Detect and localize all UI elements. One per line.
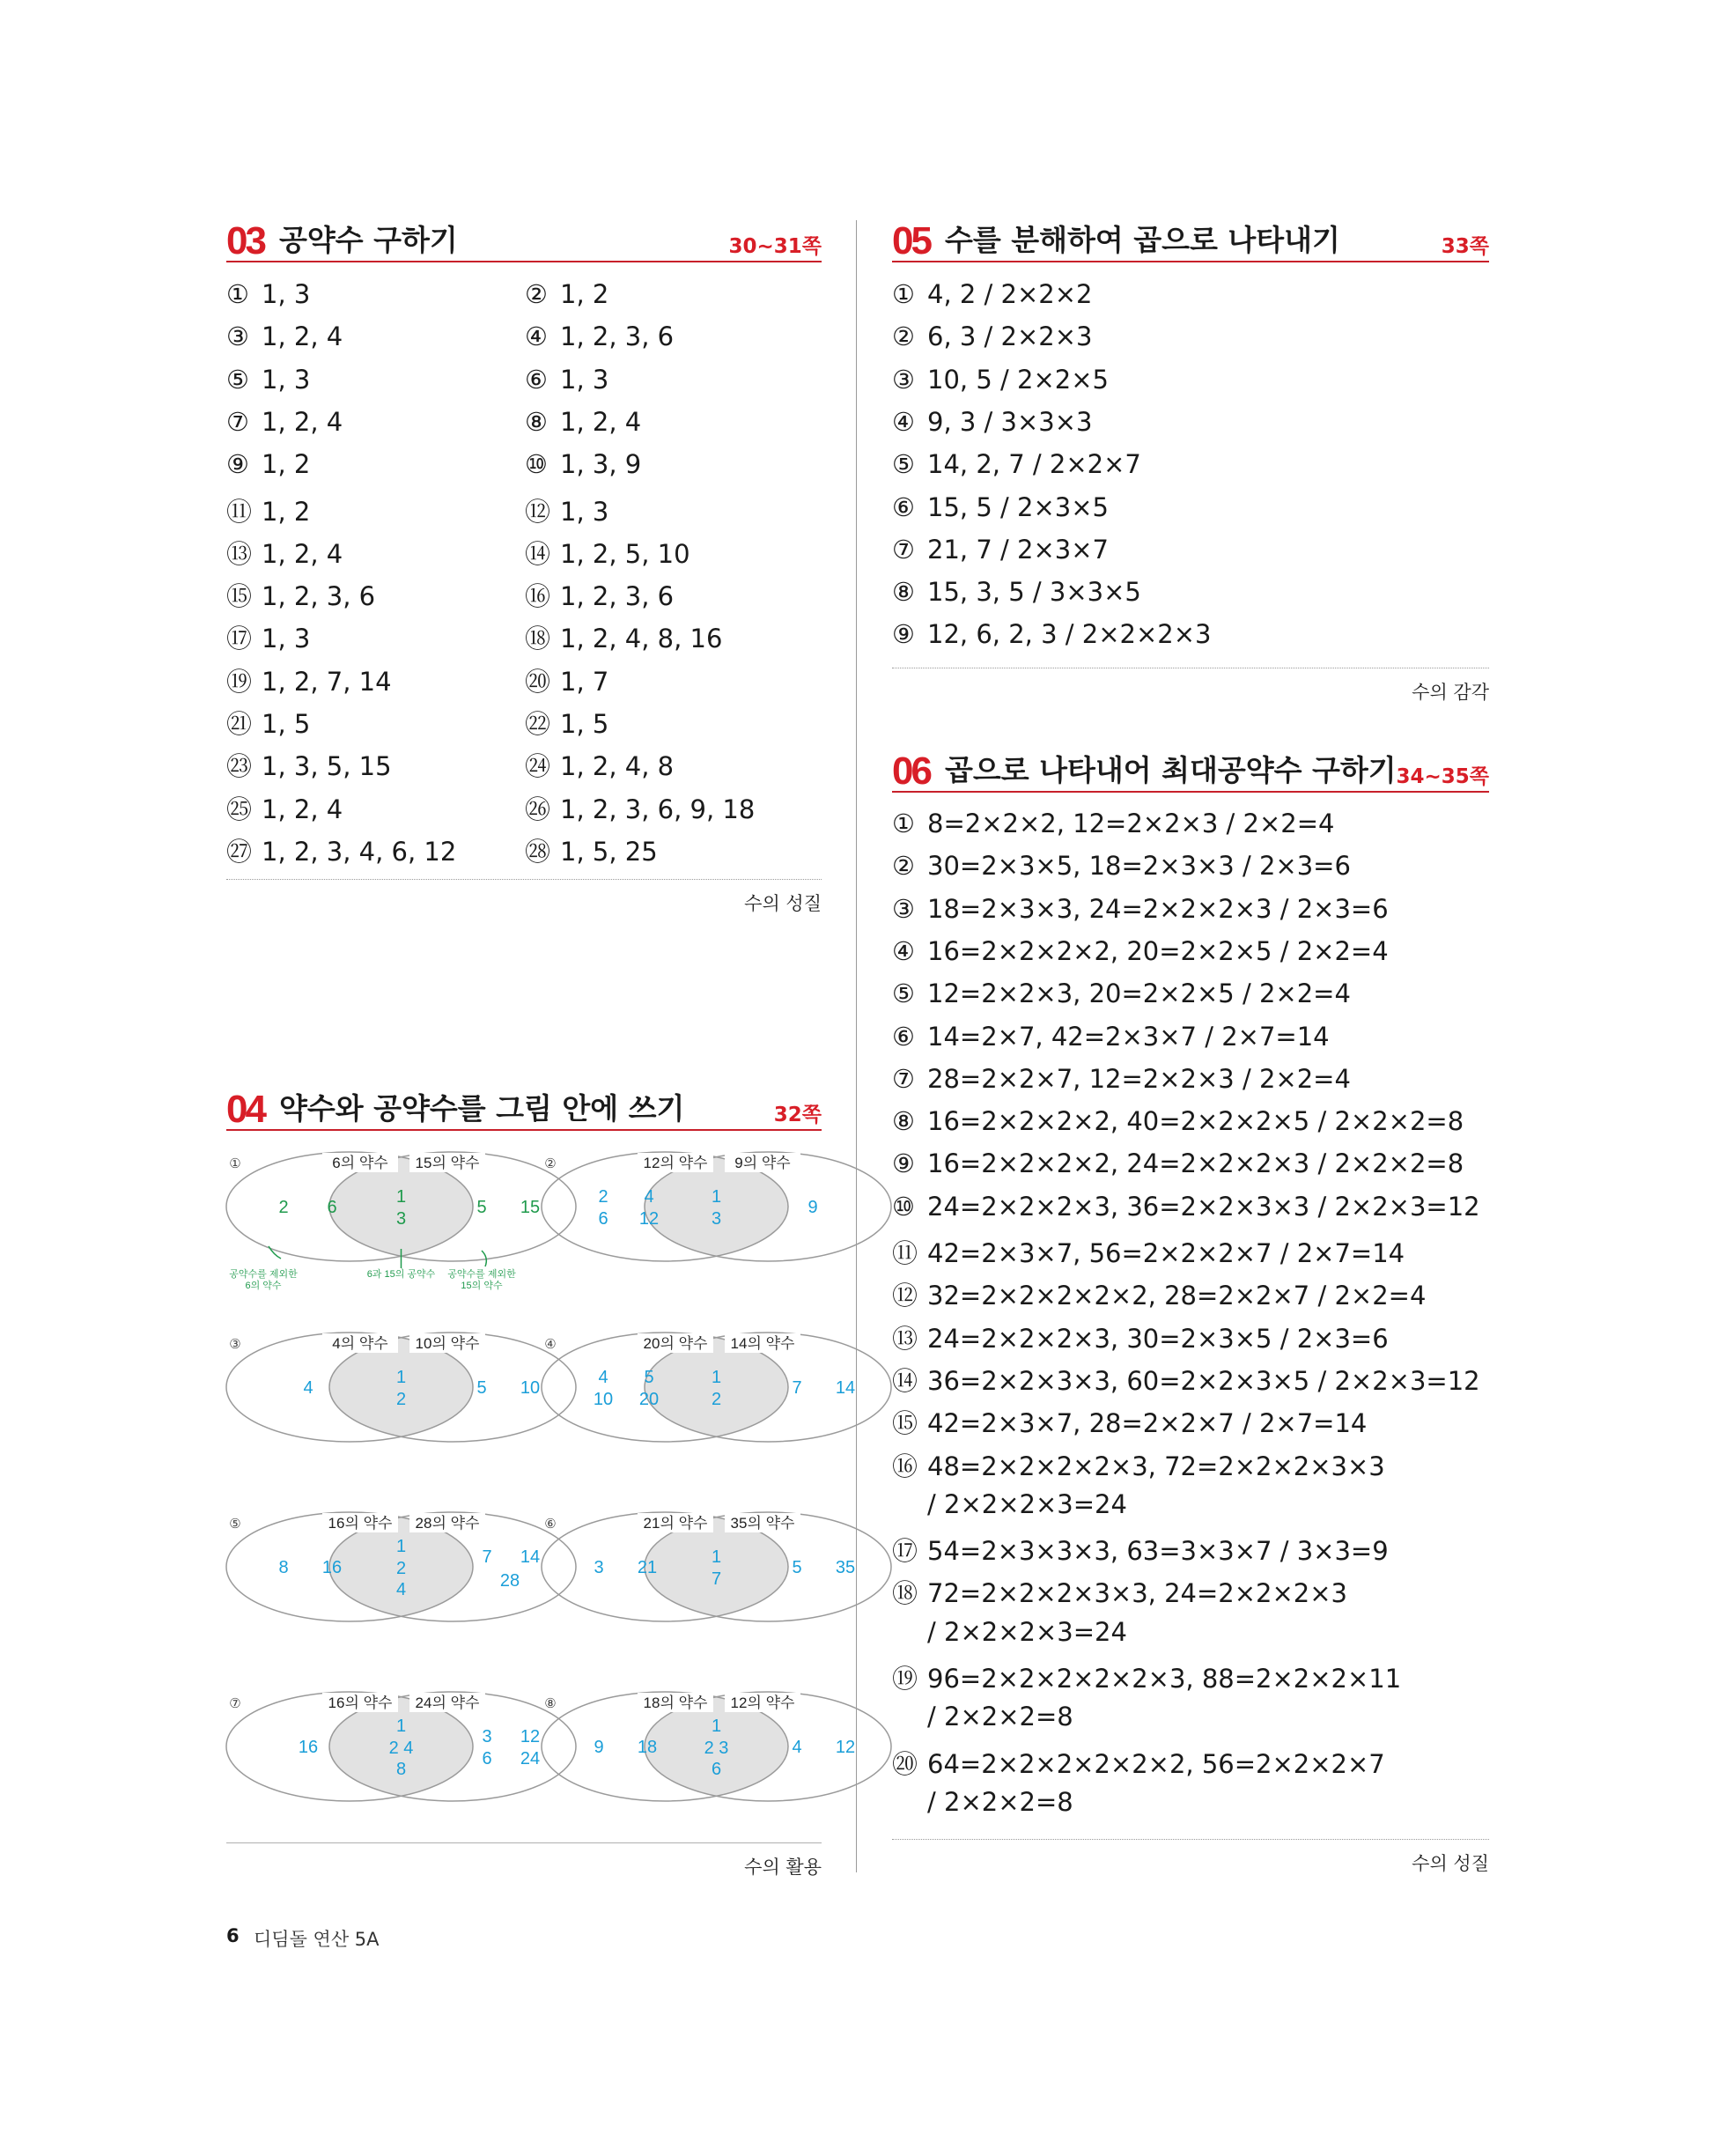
answer-number: ㉗ [226, 836, 253, 867]
answer-value: 30=2×3×5, 18=2×3×3 / 2×3=6 [927, 851, 1351, 882]
right-only-value: 12 [835, 1738, 856, 1757]
answer-value: 1, 5 [560, 709, 609, 739]
answer-value: / 2×2×2=8 [927, 1702, 1073, 1732]
answer-item [892, 321, 1093, 351]
answer-number: ⑨ [892, 619, 915, 650]
answer-number: ⑤ [892, 978, 915, 1009]
left-only-value: 3 [594, 1558, 604, 1577]
right-only-value: 9 [808, 1198, 818, 1217]
answer-number: ⑫ [892, 1281, 918, 1311]
answer-value: 1, 3 [560, 364, 609, 395]
answer-value: 16=2×2×2×2, 20=2×2×5 / 2×2=4 [927, 935, 1389, 966]
answer-number: ⑤ [226, 364, 249, 395]
answer-number: ⑧ [892, 1106, 915, 1137]
common-value: 2 4 [388, 1739, 414, 1758]
answer-value: 15, 5 / 2×3×5 [927, 491, 1109, 522]
right-set-label: 10의 약수 [415, 1335, 480, 1352]
answer-number: ㉔ [525, 751, 551, 782]
section-04-number: 04 [226, 1088, 264, 1131]
left-set-label: 16의 약수 [328, 1695, 393, 1711]
common-value: 2 [395, 1390, 407, 1409]
answer-value: 8=2×2×2, 12=2×2×3 / 2×2=4 [927, 808, 1335, 838]
answer-item [892, 1574, 1347, 1610]
book-title: 디딤돌 연산 5A [254, 1929, 380, 1950]
answer-number: ④ [525, 321, 548, 352]
note-pointer [269, 1246, 281, 1259]
common-value: 1 [711, 1547, 722, 1567]
answer-item [892, 577, 1141, 607]
answer-number: ② [892, 321, 915, 352]
section-06-header [892, 750, 1489, 793]
section-05-header [892, 220, 1489, 262]
answer-number: ⑦ [892, 534, 915, 565]
right-only-value: 5 [476, 1198, 487, 1217]
answer-value: / 2×2×2×3=24 [927, 1616, 1127, 1647]
answer-number: ⑦ [226, 406, 249, 437]
answer-item [892, 535, 1109, 565]
left-only-value: 16 [298, 1738, 319, 1757]
answer-number: ③ [892, 893, 915, 924]
common-value: 1 [711, 1717, 722, 1736]
common-value: 3 [395, 1209, 407, 1229]
common-value: 2 [395, 1559, 407, 1578]
answer-item [892, 894, 1389, 924]
answer-value: 1, 2, 4, 8 [560, 751, 675, 782]
answer-number: ⑧ [892, 577, 915, 608]
diagram-number: ② [544, 1156, 557, 1171]
answer-number: ⑩ [525, 449, 548, 480]
right-only-value: 5 [792, 1558, 802, 1577]
diagram-number: ⑥ [544, 1517, 557, 1532]
answer-value: 4, 2 / 2×2×2 [927, 279, 1093, 309]
section-04-pages: 32쪽 [773, 1104, 822, 1126]
left-only-value: 18 [637, 1738, 658, 1757]
answer-item [892, 1745, 1385, 1781]
answer-number: ⑲ [892, 1664, 918, 1694]
right-set-label: 28의 약수 [415, 1515, 480, 1532]
answer-value: / 2×2×2=8 [927, 1786, 1073, 1817]
answer-value: 1, 3, 9 [560, 449, 642, 480]
left-set-label: 20의 약수 [643, 1335, 708, 1352]
section-06-title: 곱으로 나타내어 최대공약수 구하기 [945, 753, 1397, 787]
answer-item [892, 1192, 1480, 1222]
left-only-value: 2 [598, 1187, 608, 1207]
section-03-title: 공약수 구하기 [279, 223, 458, 257]
answer-value: 21, 7 / 2×3×7 [927, 534, 1109, 565]
page-number: 6 [226, 1925, 240, 1946]
left-set-label: 16의 약수 [328, 1515, 393, 1532]
right-only-value: 24 [520, 1749, 541, 1768]
answer-item [892, 619, 1211, 649]
answer-value: 1, 2, 5, 10 [560, 538, 690, 569]
answer-number: ② [892, 851, 915, 882]
answer-number: ㉓ [226, 751, 253, 782]
right-set-label: 24의 약수 [415, 1695, 480, 1711]
answer-value: 42=2×3×7, 56=2×2×2×7 / 2×7=14 [927, 1238, 1405, 1268]
answer-item [892, 1064, 1351, 1094]
answer-value: 1, 3 [262, 279, 311, 309]
common-value: 1 [711, 1368, 722, 1387]
common-value: 1 [395, 1537, 407, 1556]
answer-item [892, 1447, 1385, 1483]
diagram-number: ⑤ [229, 1517, 241, 1532]
answer-value: 12, 6, 2, 3 / 2×2×2×3 [927, 619, 1212, 650]
answer-value: 1, 2, 4 [560, 406, 642, 437]
answer-number: ⑭ [892, 1365, 918, 1396]
answer-value: 1, 2, 4 [262, 794, 343, 824]
answer-number: ⑳ [525, 666, 551, 697]
answer-item [892, 1234, 1405, 1270]
answer-value: 16=2×2×2×2, 24=2×2×2×3 / 2×2×2=8 [927, 1148, 1464, 1179]
note-pointer [482, 1251, 486, 1266]
section-03-pages: 30~31쪽 [728, 235, 822, 258]
answer-value: 1, 2, 3, 6 [262, 581, 376, 612]
section-04-title: 약수와 공약수를 그림 안에 쓰기 [279, 1091, 685, 1126]
right-only-value: 14 [835, 1378, 856, 1398]
answer-value: 54=2×3×3×3, 63=3×3×7 / 3×3=9 [927, 1536, 1389, 1567]
right-only-value: 7 [482, 1547, 492, 1567]
answer-number: ㉒ [525, 709, 551, 739]
common-value: 8 [395, 1760, 407, 1779]
answer-number: ④ [892, 935, 915, 966]
answer-item [892, 1106, 1464, 1136]
answer-item [892, 1617, 1127, 1647]
left-set-label: 4의 약수 [332, 1335, 388, 1352]
answer-number: ⑥ [892, 491, 915, 522]
left-set-label: 18의 약수 [643, 1695, 708, 1711]
diagram-number: ④ [544, 1337, 557, 1352]
answer-item [892, 1702, 1073, 1731]
answer-number: ⑳ [892, 1748, 918, 1779]
annotation-note: 공약수를 제외한 15의 약수 [447, 1269, 516, 1291]
answer-item [892, 1659, 1401, 1695]
answer-number: ⑪ [226, 496, 253, 527]
answer-number: ① [226, 279, 249, 309]
answer-number: ⑨ [226, 449, 249, 480]
common-value: 3 [711, 1209, 722, 1229]
answer-value: 1, 5, 25 [560, 836, 658, 867]
answer-value: 12=2×2×3, 20=2×2×5 / 2×2=4 [927, 978, 1351, 1009]
left-set-label: 6의 약수 [332, 1155, 388, 1171]
section-04-tag: 수의 활용 [744, 1857, 822, 1878]
answer-value: 1, 2, 3, 4, 6, 12 [262, 836, 457, 867]
answer-value: / 2×2×2×3=24 [927, 1488, 1127, 1519]
answer-number: ⑯ [525, 581, 551, 612]
answer-value: 1, 2 [560, 279, 609, 309]
answer-value: 10, 5 / 2×2×5 [927, 364, 1109, 395]
left-only-value: 5 [644, 1368, 654, 1387]
answer-item [892, 1276, 1426, 1312]
common-value: 6 [711, 1760, 722, 1779]
answer-item [892, 1362, 1480, 1398]
answer-number: ⑬ [226, 538, 253, 569]
answer-value: 24=2×2×2×3, 30=2×3×5 / 2×3=6 [927, 1323, 1389, 1354]
answer-value: 1, 2, 3, 6 [560, 581, 675, 612]
answer-number: ⑥ [892, 1021, 915, 1052]
answer-item [892, 1148, 1464, 1178]
answer-number: ② [525, 279, 548, 309]
answer-item [892, 1532, 1389, 1568]
section-05-tag: 수의 감각 [1412, 682, 1489, 703]
answer-value: 1, 3, 5, 15 [262, 751, 392, 782]
answer-value: 1, 7 [560, 666, 609, 697]
answer-value: 1, 2, 4 [262, 321, 343, 352]
answer-number: ③ [892, 364, 915, 395]
answer-number: ⑪ [892, 1238, 918, 1268]
answer-value: 14, 2, 7 / 2×2×7 [927, 449, 1141, 480]
left-only-value: 16 [321, 1558, 343, 1577]
answer-value: 1, 2, 7, 14 [262, 666, 392, 697]
answer-item [892, 936, 1389, 966]
section-06-pages: 34~35쪽 [1396, 765, 1489, 788]
column-divider [856, 220, 857, 1872]
section-05-number: 05 [892, 219, 930, 262]
section-06-number: 06 [892, 749, 930, 793]
answer-item [892, 1489, 1127, 1519]
diagram-number: ⑧ [544, 1696, 557, 1711]
answer-item [892, 978, 1351, 1008]
answer-value: 24=2×2×2×3, 36=2×2×3×3 / 2×2×3=12 [927, 1191, 1480, 1222]
answer-number: ④ [892, 406, 915, 437]
common-value: 1 [395, 1368, 407, 1387]
right-only-value: 6 [482, 1749, 492, 1768]
answer-number: ① [892, 279, 915, 309]
answer-value: 1, 2, 3, 6, 9, 18 [560, 794, 756, 824]
answer-value: 36=2×2×3×3, 60=2×2×3×5 / 2×2×3=12 [927, 1365, 1480, 1396]
section-05-title: 수를 분해하여 곱으로 나타내기 [945, 223, 1340, 257]
diagram-number: ① [229, 1156, 241, 1171]
annotation-note: 공약수를 제외한 6의 약수 [229, 1269, 298, 1291]
right-only-value: 5 [476, 1378, 487, 1398]
answer-number: ③ [226, 321, 249, 352]
answer-number: ⑱ [892, 1578, 918, 1609]
left-only-value: 9 [594, 1738, 604, 1757]
answer-number: ⑤ [892, 449, 915, 480]
common-value: 2 [711, 1390, 722, 1409]
answer-value: 1, 3 [262, 624, 311, 654]
left-only-value: 4 [598, 1368, 608, 1387]
answer-number: ㉕ [226, 794, 253, 824]
common-value: 7 [711, 1569, 722, 1589]
left-only-value: 20 [638, 1390, 660, 1409]
answer-number: ① [892, 808, 915, 838]
answer-number: ㉘ [525, 836, 551, 867]
answer-value: 1, 2 [262, 496, 311, 527]
diagram-number: ⑦ [229, 1696, 241, 1711]
left-only-value: 8 [278, 1558, 289, 1577]
answer-value: 28=2×2×7, 12=2×2×3 / 2×2=4 [927, 1063, 1351, 1094]
answer-item [892, 279, 1093, 309]
answer-number: ㉖ [525, 794, 551, 824]
answer-item [892, 851, 1351, 881]
answer-number: ⑮ [892, 1408, 918, 1439]
answer-number: ⑯ [892, 1451, 918, 1481]
answer-item [892, 492, 1109, 522]
left-only-value: 6 [327, 1198, 337, 1217]
right-set-label: 15의 약수 [415, 1155, 480, 1171]
section-05-pages: 33쪽 [1441, 235, 1489, 258]
common-value: 1 [395, 1187, 407, 1207]
answer-value: 1, 3 [262, 364, 311, 395]
answer-value: 9, 3 / 3×3×3 [927, 406, 1093, 437]
right-only-value: 15 [520, 1198, 541, 1217]
annotation-note: 6과 15의 공약수 [366, 1269, 436, 1280]
common-value: 1 [395, 1717, 407, 1736]
answer-number: ⑩ [892, 1191, 915, 1222]
section-03-tag: 수의 성질 [744, 893, 822, 914]
answer-value: 1, 2 [262, 449, 311, 480]
left-only-value: 2 [278, 1198, 289, 1217]
left-only-value: 12 [638, 1209, 660, 1229]
right-set-label: 12의 약수 [730, 1695, 795, 1711]
answer-value: 1, 3 [560, 496, 609, 527]
right-set-label: 9의 약수 [734, 1155, 791, 1171]
right-only-value: 28 [499, 1571, 520, 1591]
right-set-label: 14의 약수 [730, 1335, 795, 1352]
answer-value: 18=2×3×3, 24=2×2×2×3 / 2×3=6 [927, 893, 1389, 924]
left-only-value: 10 [593, 1390, 614, 1409]
right-only-value: 3 [482, 1727, 492, 1746]
answer-number: ⑧ [525, 406, 548, 437]
section-06-tag: 수의 성질 [1412, 1853, 1489, 1874]
right-only-value: 12 [520, 1727, 541, 1746]
answer-value: 16=2×2×2×2, 40=2×2×2×5 / 2×2×2=8 [927, 1106, 1464, 1137]
left-only-value: 4 [644, 1187, 654, 1207]
right-only-value: 10 [520, 1378, 541, 1398]
section-06-divider [892, 1839, 1489, 1840]
common-value: 2 3 [704, 1739, 729, 1758]
answer-number: ⑦ [892, 1063, 915, 1094]
right-set-label: 35의 약수 [730, 1515, 795, 1532]
left-set-label: 12의 약수 [643, 1155, 708, 1171]
answer-value: 15, 3, 5 / 3×3×5 [927, 577, 1141, 608]
answer-item [892, 1319, 1389, 1355]
right-only-value: 35 [835, 1558, 856, 1577]
answer-item [892, 407, 1093, 437]
section-04-divider [226, 1842, 822, 1843]
answer-number: ⑲ [226, 666, 253, 697]
common-value: 1 [711, 1187, 722, 1207]
answer-number: ⑰ [226, 624, 253, 654]
left-only-value: 4 [303, 1378, 313, 1398]
answer-item [892, 808, 1334, 838]
answer-number: ⑫ [525, 496, 551, 527]
answer-item [892, 365, 1109, 395]
answer-item [892, 1404, 1367, 1440]
answer-value: 96=2×2×2×2×2×3, 88=2×2×2×11 [927, 1664, 1402, 1694]
right-only-value: 7 [792, 1378, 802, 1398]
answer-value: 48=2×2×2×2×3, 72=2×2×2×3×3 [927, 1451, 1385, 1481]
answer-item [892, 449, 1141, 479]
section-03-number: 03 [226, 219, 264, 262]
answer-number: ⑱ [525, 624, 551, 654]
answer-value: 64=2×2×2×2×2×2, 56=2×2×2×7 [927, 1748, 1385, 1779]
answer-value: 32=2×2×2×2×2, 28=2×2×7 / 2×2=4 [927, 1281, 1427, 1311]
diagram-number: ③ [229, 1337, 241, 1352]
answer-number: ⑬ [892, 1323, 918, 1354]
left-only-value: 21 [637, 1558, 658, 1577]
answer-value: 72=2×2×2×3×3, 24=2×2×2×3 [927, 1578, 1347, 1609]
answer-value: 42=2×3×7, 28=2×2×7 / 2×7=14 [927, 1408, 1368, 1439]
answer-value: 6, 3 / 2×2×3 [927, 321, 1093, 352]
answer-value: 1, 5 [262, 709, 311, 739]
answer-number: ㉑ [226, 709, 253, 739]
answer-number: ⑥ [525, 364, 548, 395]
answer-value: 1, 2, 4 [262, 406, 343, 437]
answer-number: ⑮ [226, 581, 253, 612]
answer-number: ⑭ [525, 538, 551, 569]
answer-value: 1, 2, 4 [262, 538, 343, 569]
right-only-value: 4 [792, 1738, 802, 1757]
answer-item [892, 1787, 1073, 1817]
answer-value: 1, 2, 3, 6 [560, 321, 675, 352]
answer-item [892, 1022, 1330, 1052]
answer-number: ⑨ [892, 1148, 915, 1179]
left-set-label: 21의 약수 [643, 1515, 708, 1532]
answer-value: 14=2×7, 42=2×3×7 / 2×7=14 [927, 1021, 1330, 1052]
left-only-value: 6 [598, 1209, 608, 1229]
common-value: 4 [395, 1580, 407, 1599]
right-only-value: 14 [520, 1547, 541, 1567]
answer-value: 1, 2, 4, 8, 16 [560, 624, 723, 654]
answer-number: ⑰ [892, 1536, 918, 1567]
